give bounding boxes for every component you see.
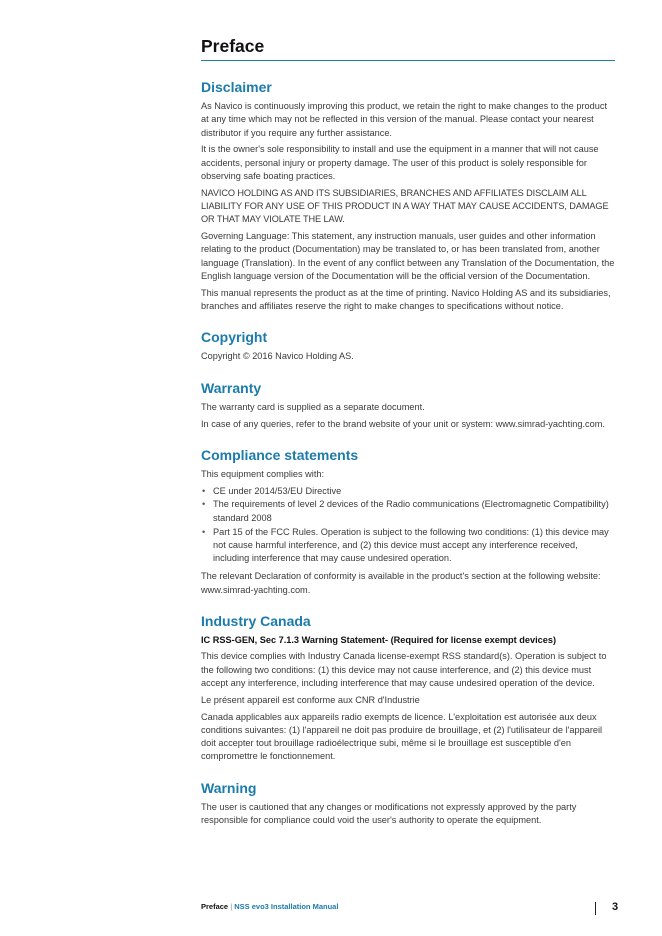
disclaimer-paragraph: This manual represents the product as at the time of printing. Navico Holding AS and its subsidiaries, branches and affiliates reserve the right to make changes to specifications without notice.	[201, 287, 611, 312]
copyright-section	[201, 329, 615, 363]
compliance-list	[201, 485, 615, 566]
industry-canada-section	[201, 613, 615, 764]
copyright-text: Copyright © 2016 Navico Holding AS.	[201, 351, 354, 362]
industry-canada-heading: Industry Canada	[201, 613, 311, 630]
page-content	[201, 36, 615, 831]
warning-section	[201, 780, 615, 828]
copyright-heading: Copyright	[201, 329, 268, 346]
warranty-paragraph: The warranty card is supplied as a separate document.	[201, 401, 425, 412]
disclaimer-paragraph: NAVICO HOLDING AS AND ITS SUBSIDIARIES, BRANCHES AND AFFILIATES DISCLAIM ALL LIABILITY FOR ANY USE OF THIS PRODUCT IN A WAY THAT MAY CAUSE ACCIDENTS, DAMAGE OR THAT MAY VIOLATE THE LAW.	[201, 187, 609, 225]
warning-heading: Warning	[201, 779, 257, 796]
list-item	[201, 498, 615, 525]
industry-canada-paragraph: This device complies with Industry Canada license-exempt RSS standard(s). Operation is subject to the following two conditions: (1) this device may not cause interference, and (2) this device must accept any interference, including interference that may cause undesired operation of the device.	[201, 651, 607, 688]
bullet-icon: •	[202, 485, 206, 496]
warranty-paragraph: In case of any queries, refer to the brand website of your unit or system: www.simrad-yachting.com.	[201, 418, 605, 429]
disclaimer-paragraph: It is the owner's sole responsibility to install and use the equipment in a manner that will not cause accidents, personal injury or property damage. The user of this product is solely responsible for observing safe boating practices.	[201, 144, 599, 181]
compliance-intro: This equipment complies with:	[201, 468, 325, 479]
disclaimer-heading: Disclaimer	[201, 79, 272, 95]
industry-canada-paragraph: Canada applicables aux appareils radio exempts de licence. L'exploitation est autorisée aux deux conditions suivantes: (1) l'appareil ne doit pas produire de brouillage, et (2) l'utilisateur de l'appareil doit accepter tout brouillage radioélectrique subi, même si le brouillage est susceptible d'en compromettre le fonctionnement.	[201, 711, 603, 762]
compliance-heading: Compliance statements	[201, 446, 359, 463]
footer-label	[201, 902, 338, 911]
footer-manual-title: NSS evo3 Installation Manual	[234, 902, 339, 911]
footer-separator: |	[228, 902, 235, 911]
page-title: Preface	[201, 36, 615, 61]
list-item-text: CE under 2014/53/EU Directive	[213, 485, 342, 496]
bullet-icon: •	[202, 526, 206, 537]
footer-divider	[595, 902, 596, 915]
compliance-section	[201, 447, 615, 597]
compliance-outro: The relevant Declaration of conformity is available in the product's section at the following website: www.simrad-yachting.com.	[201, 571, 601, 595]
bullet-icon: •	[202, 499, 206, 510]
footer-section: Preface	[201, 902, 229, 911]
warranty-heading: Warranty	[201, 379, 262, 396]
warning-text: The user is cautioned that any changes or modifications not expressly approved by the party responsible for compliance could void the user's authority to operate the equipment.	[201, 801, 577, 825]
list-item-text: The requirements of level 2 devices of the Radio communications (Electromagnetic Compatibility) standard 2008	[213, 499, 609, 523]
list-item	[201, 485, 615, 498]
disclaimer-paragraph: As Navico is continuously improving this product, we retain the right to make changes to the product at any time which may not be reflected in this version of the manual. Please contact your nearest distributor if you require any further assistance.	[201, 101, 607, 138]
disclaimer-paragraph: Governing Language: This statement, any instruction manuals, user guides and other information relating to the product (Documentation) may be translated to, or has been translated from, another language (Translation). In the event of any conflict between any Translation of the Documentation, the English language version of the Documentation will be the official version of the Documentation.	[201, 231, 615, 282]
disclaimer-section	[201, 79, 615, 313]
page-number: 3	[612, 901, 619, 913]
list-item-text: Part 15 of the FCC Rules. Operation is subject to the following two conditions: (1) this device may not cause harmful interference, and (2) this device must accept any interference received, including interference that may cause undesired operation.	[213, 526, 609, 564]
industry-canada-subheading: IC RSS-GEN, Sec 7.1.3 Warning Statement- (Required for license exempt devices)	[201, 635, 557, 646]
warranty-section	[201, 380, 615, 431]
list-item	[201, 526, 615, 566]
industry-canada-paragraph: Le présent appareil est conforme aux CNR d'Industrie	[201, 694, 420, 705]
